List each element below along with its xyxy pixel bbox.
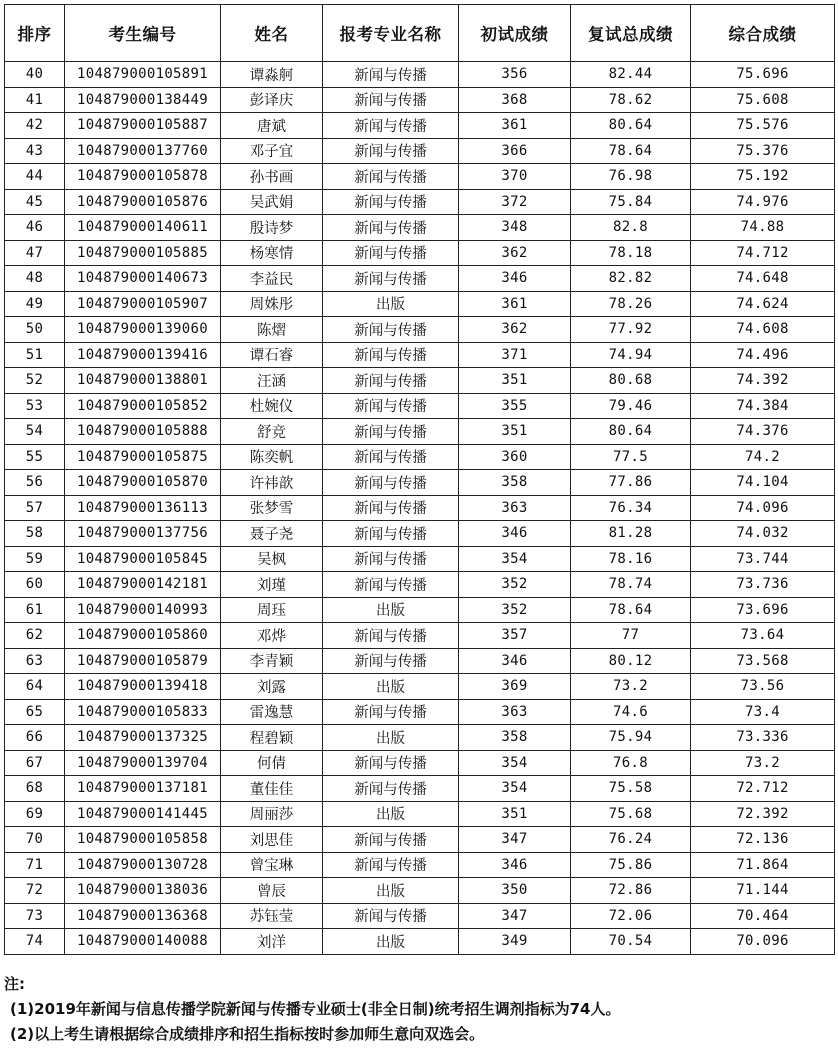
header-major: 报考专业名称	[323, 5, 459, 62]
cell-major: 新闻与传播	[323, 266, 459, 292]
cell-retest-score: 80.64	[571, 113, 691, 139]
cell-candidate-id: 104879000105878	[65, 164, 221, 190]
cell-retest-score: 80.64	[571, 419, 691, 445]
cell-prelim-score: 349	[459, 929, 571, 955]
cell-rank: 73	[5, 903, 65, 929]
cell-total-score: 74.712	[691, 240, 835, 266]
cell-major: 新闻与传播	[323, 342, 459, 368]
cell-major: 新闻与传播	[323, 62, 459, 88]
cell-total-score: 73.64	[691, 623, 835, 649]
cell-major: 出版	[323, 597, 459, 623]
cell-candidate-id: 104879000139416	[65, 342, 221, 368]
cell-candidate-id: 104879000105879	[65, 648, 221, 674]
cell-candidate-id: 104879000139704	[65, 750, 221, 776]
cell-major: 新闻与传播	[323, 750, 459, 776]
table-row	[5, 470, 835, 496]
cell-prelim-score: 347	[459, 903, 571, 929]
cell-major: 新闻与传播	[323, 317, 459, 343]
cell-total-score: 74.496	[691, 342, 835, 368]
header-name: 姓名	[221, 5, 323, 62]
cell-rank: 42	[5, 113, 65, 139]
table-row	[5, 801, 835, 827]
cell-candidate-id: 104879000105860	[65, 623, 221, 649]
cell-name: 谭淼舸	[221, 62, 323, 88]
table-row	[5, 597, 835, 623]
cell-retest-score: 76.98	[571, 164, 691, 190]
cell-rank: 62	[5, 623, 65, 649]
table-row	[5, 87, 835, 113]
table-row	[5, 929, 835, 955]
cell-candidate-id: 104879000105887	[65, 113, 221, 139]
cell-rank: 40	[5, 62, 65, 88]
cell-prelim-score: 362	[459, 240, 571, 266]
cell-name: 苏钰莹	[221, 903, 323, 929]
cell-retest-score: 79.46	[571, 393, 691, 419]
cell-rank: 69	[5, 801, 65, 827]
cell-name: 何倩	[221, 750, 323, 776]
cell-retest-score: 77	[571, 623, 691, 649]
cell-total-score: 74.096	[691, 495, 835, 521]
cell-major: 出版	[323, 725, 459, 751]
cell-name: 李益民	[221, 266, 323, 292]
table-row	[5, 342, 835, 368]
table-row	[5, 189, 835, 215]
cell-major: 新闻与传播	[323, 189, 459, 215]
cell-major: 新闻与传播	[323, 852, 459, 878]
cell-candidate-id: 104879000137756	[65, 521, 221, 547]
cell-total-score: 74.392	[691, 368, 835, 394]
cell-rank: 50	[5, 317, 65, 343]
cell-retest-score: 81.28	[571, 521, 691, 547]
cell-total-score: 74.384	[691, 393, 835, 419]
cell-major: 新闻与传播	[323, 113, 459, 139]
cell-prelim-score: 371	[459, 342, 571, 368]
cell-major: 新闻与传播	[323, 240, 459, 266]
table-row	[5, 368, 835, 394]
cell-candidate-id: 104879000138801	[65, 368, 221, 394]
cell-prelim-score: 361	[459, 113, 571, 139]
table-row	[5, 725, 835, 751]
cell-name: 殷诗梦	[221, 215, 323, 241]
table-row	[5, 113, 835, 139]
cell-total-score: 74.104	[691, 470, 835, 496]
cell-name: 李青颖	[221, 648, 323, 674]
cell-retest-score: 72.06	[571, 903, 691, 929]
table-body	[5, 62, 835, 955]
notes-section	[4, 972, 834, 1047]
cell-retest-score: 78.26	[571, 291, 691, 317]
table-row	[5, 240, 835, 266]
table-row	[5, 546, 835, 572]
table-row	[5, 317, 835, 343]
cell-rank: 72	[5, 878, 65, 904]
cell-retest-score: 78.18	[571, 240, 691, 266]
cell-retest-score: 82.44	[571, 62, 691, 88]
cell-major: 新闻与传播	[323, 546, 459, 572]
cell-major: 新闻与传播	[323, 368, 459, 394]
cell-retest-score: 72.86	[571, 878, 691, 904]
cell-retest-score: 75.68	[571, 801, 691, 827]
cell-rank: 61	[5, 597, 65, 623]
cell-total-score: 73.2	[691, 750, 835, 776]
cell-major: 新闻与传播	[323, 495, 459, 521]
cell-rank: 45	[5, 189, 65, 215]
cell-prelim-score: 351	[459, 419, 571, 445]
table-row	[5, 852, 835, 878]
cell-prelim-score: 355	[459, 393, 571, 419]
cell-major: 出版	[323, 878, 459, 904]
cell-name: 周姝彤	[221, 291, 323, 317]
cell-name: 刘思佳	[221, 827, 323, 853]
cell-retest-score: 70.54	[571, 929, 691, 955]
table-row	[5, 699, 835, 725]
cell-prelim-score: 351	[459, 801, 571, 827]
cell-total-score: 71.864	[691, 852, 835, 878]
cell-candidate-id: 104879000138449	[65, 87, 221, 113]
cell-name: 陈熠	[221, 317, 323, 343]
table-row	[5, 776, 835, 802]
cell-total-score: 73.568	[691, 648, 835, 674]
cell-rank: 64	[5, 674, 65, 700]
cell-name: 汪涵	[221, 368, 323, 394]
cell-total-score: 74.376	[691, 419, 835, 445]
cell-major: 新闻与传播	[323, 138, 459, 164]
cell-retest-score: 82.8	[571, 215, 691, 241]
cell-retest-score: 78.62	[571, 87, 691, 113]
cell-prelim-score: 346	[459, 521, 571, 547]
cell-name: 聂子尧	[221, 521, 323, 547]
cell-rank: 56	[5, 470, 65, 496]
cell-candidate-id: 104879000139418	[65, 674, 221, 700]
table-row	[5, 215, 835, 241]
cell-rank: 51	[5, 342, 65, 368]
cell-total-score: 72.712	[691, 776, 835, 802]
cell-total-score: 73.336	[691, 725, 835, 751]
cell-name: 谭石睿	[221, 342, 323, 368]
table-row	[5, 623, 835, 649]
cell-rank: 43	[5, 138, 65, 164]
cell-name: 周丽莎	[221, 801, 323, 827]
cell-prelim-score: 372	[459, 189, 571, 215]
cell-name: 陈奕帆	[221, 444, 323, 470]
cell-prelim-score: 346	[459, 648, 571, 674]
cell-retest-score: 78.64	[571, 597, 691, 623]
cell-major: 新闻与传播	[323, 699, 459, 725]
cell-retest-score: 75.84	[571, 189, 691, 215]
cell-rank: 49	[5, 291, 65, 317]
cell-candidate-id: 104879000137760	[65, 138, 221, 164]
cell-major: 新闻与传播	[323, 827, 459, 853]
cell-retest-score: 73.2	[571, 674, 691, 700]
cell-rank: 57	[5, 495, 65, 521]
cell-prelim-score: 368	[459, 87, 571, 113]
cell-retest-score: 76.8	[571, 750, 691, 776]
cell-total-score: 74.032	[691, 521, 835, 547]
cell-major: 出版	[323, 291, 459, 317]
cell-candidate-id: 104879000137181	[65, 776, 221, 802]
table-row	[5, 750, 835, 776]
cell-retest-score: 74.6	[571, 699, 691, 725]
table-row	[5, 495, 835, 521]
cell-name: 雷逸慧	[221, 699, 323, 725]
cell-name: 刘露	[221, 674, 323, 700]
cell-major: 出版	[323, 929, 459, 955]
cell-total-score: 73.696	[691, 597, 835, 623]
cell-name: 曾宝琳	[221, 852, 323, 878]
cell-rank: 48	[5, 266, 65, 292]
notes-title: 注:	[4, 975, 25, 993]
cell-retest-score: 76.24	[571, 827, 691, 853]
cell-prelim-score: 352	[459, 597, 571, 623]
cell-candidate-id: 104879000105852	[65, 393, 221, 419]
table-row	[5, 648, 835, 674]
table-row	[5, 62, 835, 88]
cell-major: 新闻与传播	[323, 776, 459, 802]
header-total-score: 综合成绩	[691, 5, 835, 62]
cell-candidate-id: 104879000137325	[65, 725, 221, 751]
table-row	[5, 674, 835, 700]
header-rank: 排序	[5, 5, 65, 62]
cell-retest-score: 74.94	[571, 342, 691, 368]
cell-name: 刘洋	[221, 929, 323, 955]
cell-total-score: 74.624	[691, 291, 835, 317]
cell-major: 新闻与传播	[323, 393, 459, 419]
cell-rank: 54	[5, 419, 65, 445]
cell-rank: 53	[5, 393, 65, 419]
cell-name: 董佳佳	[221, 776, 323, 802]
cell-candidate-id: 104879000105845	[65, 546, 221, 572]
cell-prelim-score: 360	[459, 444, 571, 470]
cell-major: 出版	[323, 801, 459, 827]
cell-prelim-score: 361	[459, 291, 571, 317]
cell-rank: 52	[5, 368, 65, 394]
cell-major: 新闻与传播	[323, 164, 459, 190]
cell-prelim-score: 346	[459, 852, 571, 878]
cell-rank: 70	[5, 827, 65, 853]
cell-candidate-id: 104879000105888	[65, 419, 221, 445]
cell-retest-score: 77.86	[571, 470, 691, 496]
cell-prelim-score: 346	[459, 266, 571, 292]
cell-candidate-id: 104879000136368	[65, 903, 221, 929]
table-row	[5, 419, 835, 445]
cell-total-score: 74.976	[691, 189, 835, 215]
results-table-container	[4, 4, 834, 955]
table-row	[5, 903, 835, 929]
cell-total-score: 70.464	[691, 903, 835, 929]
cell-retest-score: 77.5	[571, 444, 691, 470]
table-row	[5, 521, 835, 547]
cell-prelim-score: 352	[459, 572, 571, 598]
cell-major: 新闻与传播	[323, 623, 459, 649]
cell-retest-score: 77.92	[571, 317, 691, 343]
cell-total-score: 75.376	[691, 138, 835, 164]
cell-prelim-score: 351	[459, 368, 571, 394]
cell-name: 吴枫	[221, 546, 323, 572]
cell-rank: 68	[5, 776, 65, 802]
note-item-2: (2)以上考生请根据综合成绩排序和招生指标按时参加师生意向双选会。	[10, 1025, 485, 1043]
cell-retest-score: 75.94	[571, 725, 691, 751]
cell-prelim-score: 357	[459, 623, 571, 649]
cell-prelim-score: 370	[459, 164, 571, 190]
table-row	[5, 878, 835, 904]
cell-total-score: 70.096	[691, 929, 835, 955]
cell-candidate-id: 104879000105876	[65, 189, 221, 215]
cell-major: 新闻与传播	[323, 470, 459, 496]
cell-total-score: 75.696	[691, 62, 835, 88]
cell-rank: 71	[5, 852, 65, 878]
cell-rank: 46	[5, 215, 65, 241]
cell-major: 新闻与传播	[323, 419, 459, 445]
cell-total-score: 73.56	[691, 674, 835, 700]
cell-total-score: 74.608	[691, 317, 835, 343]
cell-prelim-score: 366	[459, 138, 571, 164]
cell-candidate-id: 104879000140993	[65, 597, 221, 623]
cell-retest-score: 80.12	[571, 648, 691, 674]
cell-total-score: 72.136	[691, 827, 835, 853]
cell-name: 杜婉仪	[221, 393, 323, 419]
cell-major: 新闻与传播	[323, 648, 459, 674]
table-row	[5, 164, 835, 190]
cell-major: 出版	[323, 674, 459, 700]
table-row	[5, 393, 835, 419]
note-item-1: (1)2019年新闻与信息传播学院新闻与传播专业硕士(非全日制)统考招生调剂指标为74人。	[10, 1000, 621, 1018]
cell-prelim-score: 354	[459, 750, 571, 776]
cell-name: 邓子宜	[221, 138, 323, 164]
cell-rank: 44	[5, 164, 65, 190]
cell-major: 新闻与传播	[323, 572, 459, 598]
cell-rank: 63	[5, 648, 65, 674]
cell-total-score: 74.88	[691, 215, 835, 241]
cell-candidate-id: 104879000138036	[65, 878, 221, 904]
cell-major: 新闻与传播	[323, 903, 459, 929]
table-row	[5, 444, 835, 470]
cell-candidate-id: 104879000105858	[65, 827, 221, 853]
cell-retest-score: 78.16	[571, 546, 691, 572]
table-row	[5, 827, 835, 853]
cell-rank: 74	[5, 929, 65, 955]
cell-name: 许祎歆	[221, 470, 323, 496]
cell-candidate-id: 104879000130728	[65, 852, 221, 878]
cell-candidate-id: 104879000105870	[65, 470, 221, 496]
table-header-row	[5, 5, 835, 62]
cell-name: 孙书画	[221, 164, 323, 190]
cell-name: 杨寒情	[221, 240, 323, 266]
cell-prelim-score: 347	[459, 827, 571, 853]
cell-rank: 41	[5, 87, 65, 113]
cell-name: 唐斌	[221, 113, 323, 139]
cell-name: 周珏	[221, 597, 323, 623]
cell-candidate-id: 104879000105833	[65, 699, 221, 725]
cell-prelim-score: 358	[459, 725, 571, 751]
cell-prelim-score: 350	[459, 878, 571, 904]
cell-candidate-id: 104879000139060	[65, 317, 221, 343]
cell-name: 彭译庆	[221, 87, 323, 113]
cell-prelim-score: 354	[459, 776, 571, 802]
cell-rank: 60	[5, 572, 65, 598]
cell-name: 曾辰	[221, 878, 323, 904]
cell-name: 舒竞	[221, 419, 323, 445]
cell-rank: 58	[5, 521, 65, 547]
cell-candidate-id: 104879000136113	[65, 495, 221, 521]
cell-name: 吴武娟	[221, 189, 323, 215]
cell-prelim-score: 348	[459, 215, 571, 241]
header-candidate-id: 考生编号	[65, 5, 221, 62]
cell-total-score: 74.2	[691, 444, 835, 470]
cell-retest-score: 76.34	[571, 495, 691, 521]
results-table	[4, 4, 835, 955]
cell-prelim-score: 363	[459, 699, 571, 725]
cell-retest-score: 82.82	[571, 266, 691, 292]
cell-name: 刘瑾	[221, 572, 323, 598]
cell-total-score: 71.144	[691, 878, 835, 904]
cell-rank: 59	[5, 546, 65, 572]
cell-name: 程碧颖	[221, 725, 323, 751]
cell-prelim-score: 363	[459, 495, 571, 521]
cell-prelim-score: 358	[459, 470, 571, 496]
cell-retest-score: 78.74	[571, 572, 691, 598]
header-prelim-score: 初试成绩	[459, 5, 571, 62]
cell-candidate-id: 104879000141445	[65, 801, 221, 827]
cell-retest-score: 75.86	[571, 852, 691, 878]
cell-major: 新闻与传播	[323, 521, 459, 547]
cell-prelim-score: 356	[459, 62, 571, 88]
cell-candidate-id: 104879000105907	[65, 291, 221, 317]
cell-candidate-id: 104879000105875	[65, 444, 221, 470]
cell-major: 新闻与传播	[323, 444, 459, 470]
cell-retest-score: 80.68	[571, 368, 691, 394]
cell-total-score: 75.576	[691, 113, 835, 139]
cell-retest-score: 78.64	[571, 138, 691, 164]
table-row	[5, 572, 835, 598]
cell-rank: 55	[5, 444, 65, 470]
cell-major: 新闻与传播	[323, 215, 459, 241]
cell-total-score: 75.608	[691, 87, 835, 113]
cell-candidate-id: 104879000140611	[65, 215, 221, 241]
cell-name: 张梦雪	[221, 495, 323, 521]
cell-candidate-id: 104879000140088	[65, 929, 221, 955]
table-row	[5, 266, 835, 292]
cell-name: 邓烨	[221, 623, 323, 649]
header-retest-score: 复试总成绩	[571, 5, 691, 62]
cell-rank: 65	[5, 699, 65, 725]
cell-prelim-score: 369	[459, 674, 571, 700]
cell-prelim-score: 362	[459, 317, 571, 343]
cell-rank: 47	[5, 240, 65, 266]
cell-retest-score: 75.58	[571, 776, 691, 802]
cell-rank: 66	[5, 725, 65, 751]
table-row	[5, 138, 835, 164]
cell-candidate-id: 104879000142181	[65, 572, 221, 598]
cell-rank: 67	[5, 750, 65, 776]
cell-total-score: 75.192	[691, 164, 835, 190]
cell-total-score: 73.736	[691, 572, 835, 598]
table-row	[5, 291, 835, 317]
cell-total-score: 74.648	[691, 266, 835, 292]
cell-prelim-score: 354	[459, 546, 571, 572]
cell-candidate-id: 104879000140673	[65, 266, 221, 292]
cell-total-score: 72.392	[691, 801, 835, 827]
cell-candidate-id: 104879000105885	[65, 240, 221, 266]
cell-candidate-id: 104879000105891	[65, 62, 221, 88]
cell-total-score: 73.744	[691, 546, 835, 572]
cell-total-score: 73.4	[691, 699, 835, 725]
cell-major: 新闻与传播	[323, 87, 459, 113]
